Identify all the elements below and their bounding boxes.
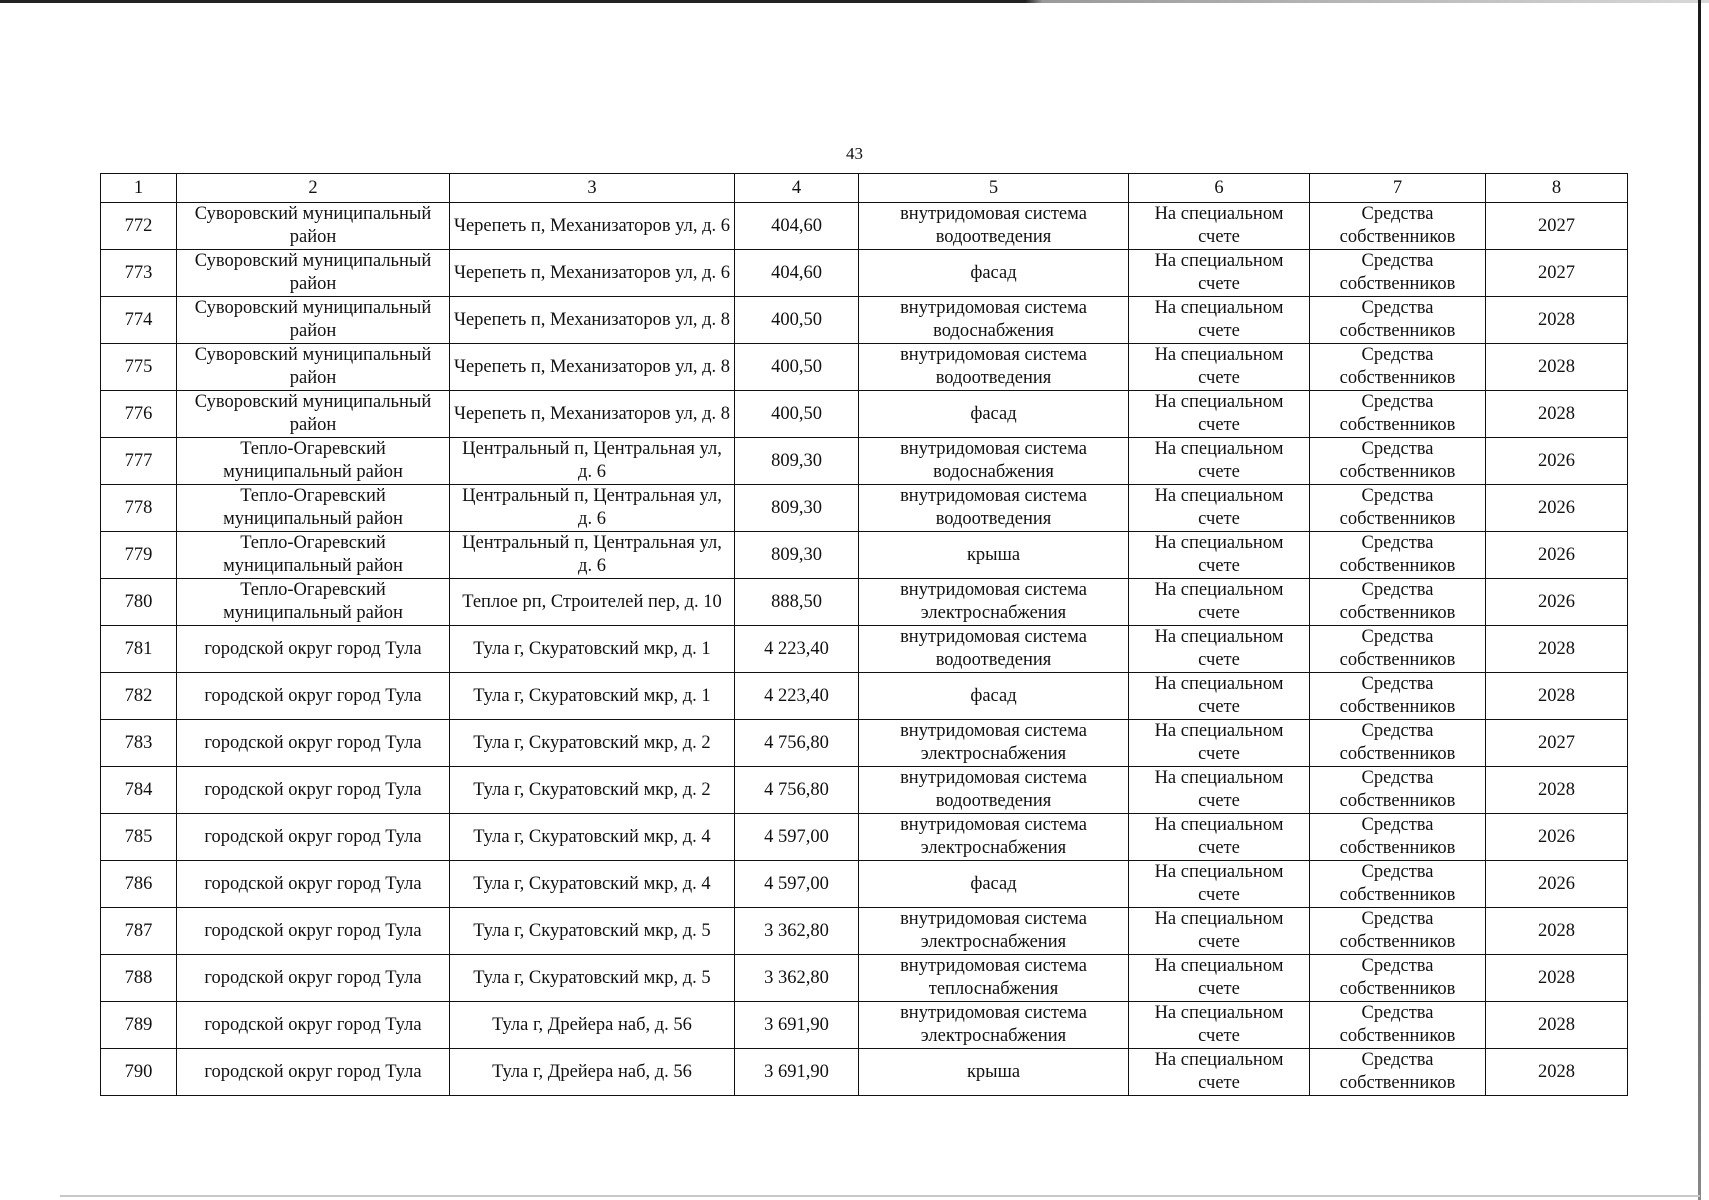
- cell-fund-method: На специальном счете: [1129, 438, 1310, 485]
- cell-area: 4 756,80: [735, 720, 859, 767]
- cell-work-type: фасад: [859, 391, 1129, 438]
- cell-work-type: фасад: [859, 673, 1129, 720]
- header-cell: 6: [1129, 174, 1310, 203]
- cell-work-type: внутридомовая система водоотведения: [859, 767, 1129, 814]
- header-cell: 4: [735, 174, 859, 203]
- cell-fund-method: На специальном счете: [1129, 1002, 1310, 1049]
- cell-funding-source: Средства собственников: [1310, 203, 1486, 250]
- cell-funding-source: Средства собственников: [1310, 579, 1486, 626]
- repair-schedule-table: [100, 173, 1628, 1096]
- cell-area: 3 691,90: [735, 1049, 859, 1096]
- cell-address: Центральный п, Центральная ул, д. 6: [450, 485, 735, 532]
- cell-row-number: 782: [101, 673, 177, 720]
- cell-row-number: 779: [101, 532, 177, 579]
- cell-area: 4 597,00: [735, 814, 859, 861]
- cell-address: Тула г, Скуратовский мкр, д. 1: [450, 626, 735, 673]
- cell-row-number: 780: [101, 579, 177, 626]
- header-cell: 5: [859, 174, 1129, 203]
- cell-address: Черепеть п, Механизаторов ул, д. 6: [450, 203, 735, 250]
- cell-address: Тула г, Дрейера наб, д. 56: [450, 1049, 735, 1096]
- table-row: [101, 532, 1628, 579]
- cell-municipality: городской округ город Тула: [177, 1049, 450, 1096]
- cell-address: Тула г, Скуратовский мкр, д. 5: [450, 908, 735, 955]
- cell-work-type: внутридомовая система водоотведения: [859, 344, 1129, 391]
- cell-municipality: городской округ город Тула: [177, 626, 450, 673]
- cell-row-number: 785: [101, 814, 177, 861]
- cell-work-type: фасад: [859, 250, 1129, 297]
- cell-address: Тула г, Скуратовский мкр, д. 4: [450, 861, 735, 908]
- cell-row-number: 774: [101, 297, 177, 344]
- cell-address: Тула г, Дрейера наб, д. 56: [450, 1002, 735, 1049]
- header-cell: 2: [177, 174, 450, 203]
- cell-address: Тула г, Скуратовский мкр, д. 2: [450, 767, 735, 814]
- cell-funding-source: Средства собственников: [1310, 344, 1486, 391]
- cell-area: 400,50: [735, 297, 859, 344]
- cell-municipality: городской округ город Тула: [177, 814, 450, 861]
- cell-year: 2027: [1486, 203, 1628, 250]
- cell-area: 888,50: [735, 579, 859, 626]
- cell-municipality: городской округ город Тула: [177, 861, 450, 908]
- cell-area: 4 597,00: [735, 861, 859, 908]
- cell-area: 4 223,40: [735, 626, 859, 673]
- cell-municipality: Тепло-Огаревский муниципальный район: [177, 579, 450, 626]
- cell-work-type: внутридомовая система электроснабжения: [859, 908, 1129, 955]
- table-row: [101, 908, 1628, 955]
- cell-address: Тула г, Скуратовский мкр, д. 5: [450, 955, 735, 1002]
- table-row: [101, 579, 1628, 626]
- cell-area: 3 691,90: [735, 1002, 859, 1049]
- header-cell: 7: [1310, 174, 1486, 203]
- cell-area: 809,30: [735, 438, 859, 485]
- cell-fund-method: На специальном счете: [1129, 720, 1310, 767]
- cell-fund-method: На специальном счете: [1129, 532, 1310, 579]
- cell-municipality: городской округ город Тула: [177, 767, 450, 814]
- cell-municipality: Тепло-Огаревский муниципальный район: [177, 438, 450, 485]
- cell-area: 4 756,80: [735, 767, 859, 814]
- cell-funding-source: Средства собственников: [1310, 438, 1486, 485]
- cell-address: Тула г, Скуратовский мкр, д. 4: [450, 814, 735, 861]
- table-row: [101, 767, 1628, 814]
- cell-fund-method: На специальном счете: [1129, 203, 1310, 250]
- cell-fund-method: На специальном счете: [1129, 767, 1310, 814]
- cell-year: 2026: [1486, 438, 1628, 485]
- cell-work-type: внутридомовая система электроснабжения: [859, 579, 1129, 626]
- cell-address: Черепеть п, Механизаторов ул, д. 8: [450, 344, 735, 391]
- cell-municipality: городской округ город Тула: [177, 908, 450, 955]
- cell-year: 2028: [1486, 391, 1628, 438]
- cell-row-number: 777: [101, 438, 177, 485]
- cell-funding-source: Средства собственников: [1310, 673, 1486, 720]
- cell-funding-source: Средства собственников: [1310, 532, 1486, 579]
- cell-row-number: 788: [101, 955, 177, 1002]
- cell-year: 2027: [1486, 250, 1628, 297]
- cell-work-type: внутридомовая система электроснабжения: [859, 814, 1129, 861]
- cell-address: Теплое рп, Строителей пер, д. 10: [450, 579, 735, 626]
- cell-year: 2028: [1486, 955, 1628, 1002]
- cell-work-type: внутридомовая система водоснабжения: [859, 297, 1129, 344]
- cell-area: 400,50: [735, 391, 859, 438]
- cell-area: 3 362,80: [735, 955, 859, 1002]
- scan-edge-bottom: [60, 1195, 1700, 1197]
- cell-row-number: 787: [101, 908, 177, 955]
- cell-municipality: городской округ город Тула: [177, 673, 450, 720]
- cell-funding-source: Средства собственников: [1310, 250, 1486, 297]
- cell-address: Черепеть п, Механизаторов ул, д. 8: [450, 297, 735, 344]
- table-row: [101, 250, 1628, 297]
- cell-work-type: внутридомовая система водоотведения: [859, 203, 1129, 250]
- cell-municipality: городской округ город Тула: [177, 720, 450, 767]
- cell-address: Тула г, Скуратовский мкр, д. 2: [450, 720, 735, 767]
- cell-funding-source: Средства собственников: [1310, 720, 1486, 767]
- cell-municipality: Суворовский муниципальный район: [177, 344, 450, 391]
- cell-municipality: Тепло-Огаревский муниципальный район: [177, 485, 450, 532]
- cell-funding-source: Средства собственников: [1310, 1049, 1486, 1096]
- cell-row-number: 781: [101, 626, 177, 673]
- cell-row-number: 783: [101, 720, 177, 767]
- cell-funding-source: Средства собственников: [1310, 1002, 1486, 1049]
- table-row: [101, 485, 1628, 532]
- cell-fund-method: На специальном счете: [1129, 391, 1310, 438]
- cell-area: 400,50: [735, 344, 859, 391]
- cell-year: 2028: [1486, 626, 1628, 673]
- cell-municipality: Суворовский муниципальный район: [177, 250, 450, 297]
- cell-row-number: 778: [101, 485, 177, 532]
- cell-fund-method: На специальном счете: [1129, 344, 1310, 391]
- table-row: [101, 673, 1628, 720]
- cell-fund-method: На специальном счете: [1129, 250, 1310, 297]
- table-row: [101, 955, 1628, 1002]
- cell-area: 809,30: [735, 532, 859, 579]
- cell-funding-source: Средства собственников: [1310, 485, 1486, 532]
- table-row: [101, 344, 1628, 391]
- cell-funding-source: Средства собственников: [1310, 626, 1486, 673]
- cell-area: 404,60: [735, 203, 859, 250]
- cell-year: 2026: [1486, 861, 1628, 908]
- cell-funding-source: Средства собственников: [1310, 297, 1486, 344]
- page-number: 43: [846, 144, 863, 163]
- table-row: [101, 720, 1628, 767]
- cell-area: 404,60: [735, 250, 859, 297]
- cell-area: 4 223,40: [735, 673, 859, 720]
- cell-work-type: внутридомовая система электроснабжения: [859, 720, 1129, 767]
- cell-year: 2028: [1486, 673, 1628, 720]
- cell-row-number: 790: [101, 1049, 177, 1096]
- cell-municipality: городской округ город Тула: [177, 955, 450, 1002]
- cell-fund-method: На специальном счете: [1129, 297, 1310, 344]
- table-row: [101, 626, 1628, 673]
- table-row: [101, 438, 1628, 485]
- cell-municipality: Суворовский муниципальный район: [177, 203, 450, 250]
- cell-row-number: 773: [101, 250, 177, 297]
- header-cell: 3: [450, 174, 735, 203]
- table-row: [101, 391, 1628, 438]
- scan-edge-top: [0, 0, 1709, 3]
- cell-address: Тула г, Скуратовский мкр, д. 1: [450, 673, 735, 720]
- header-row: [101, 174, 1628, 203]
- cell-work-type: крыша: [859, 1049, 1129, 1096]
- table-row: [101, 814, 1628, 861]
- table-row: [101, 861, 1628, 908]
- cell-row-number: 786: [101, 861, 177, 908]
- cell-fund-method: На специальном счете: [1129, 579, 1310, 626]
- cell-fund-method: На специальном счете: [1129, 673, 1310, 720]
- cell-funding-source: Средства собственников: [1310, 908, 1486, 955]
- cell-funding-source: Средства собственников: [1310, 861, 1486, 908]
- cell-area: 3 362,80: [735, 908, 859, 955]
- cell-area: 809,30: [735, 485, 859, 532]
- header-cell: 8: [1486, 174, 1628, 203]
- cell-work-type: крыша: [859, 532, 1129, 579]
- cell-year: 2028: [1486, 767, 1628, 814]
- cell-year: 2026: [1486, 532, 1628, 579]
- table-body: [101, 174, 1628, 1096]
- cell-year: 2028: [1486, 297, 1628, 344]
- cell-row-number: 789: [101, 1002, 177, 1049]
- cell-row-number: 784: [101, 767, 177, 814]
- cell-municipality: Тепло-Огаревский муниципальный район: [177, 532, 450, 579]
- table-row: [101, 297, 1628, 344]
- cell-funding-source: Средства собственников: [1310, 767, 1486, 814]
- cell-work-type: внутридомовая система электроснабжения: [859, 1002, 1129, 1049]
- cell-municipality: Суворовский муниципальный район: [177, 297, 450, 344]
- cell-year: 2028: [1486, 1002, 1628, 1049]
- cell-fund-method: На специальном счете: [1129, 626, 1310, 673]
- cell-year: 2028: [1486, 908, 1628, 955]
- cell-year: 2026: [1486, 579, 1628, 626]
- table-row: [101, 1002, 1628, 1049]
- cell-row-number: 776: [101, 391, 177, 438]
- table-row: [101, 203, 1628, 250]
- header-cell: 1: [101, 174, 177, 203]
- cell-address: Центральный п, Центральная ул, д. 6: [450, 438, 735, 485]
- cell-row-number: 772: [101, 203, 177, 250]
- cell-funding-source: Средства собственников: [1310, 391, 1486, 438]
- cell-year: 2028: [1486, 1049, 1628, 1096]
- cell-municipality: Суворовский муниципальный район: [177, 391, 450, 438]
- cell-work-type: фасад: [859, 861, 1129, 908]
- cell-funding-source: Средства собственников: [1310, 814, 1486, 861]
- cell-work-type: внутридомовая система теплоснабжения: [859, 955, 1129, 1002]
- cell-work-type: внутридомовая система водоотведения: [859, 626, 1129, 673]
- cell-year: 2026: [1486, 814, 1628, 861]
- cell-municipality: городской округ город Тула: [177, 1002, 450, 1049]
- cell-year: 2027: [1486, 720, 1628, 767]
- cell-address: Черепеть п, Механизаторов ул, д. 6: [450, 250, 735, 297]
- cell-fund-method: На специальном счете: [1129, 955, 1310, 1002]
- table-row: [101, 1049, 1628, 1096]
- cell-address: Черепеть п, Механизаторов ул, д. 8: [450, 391, 735, 438]
- cell-fund-method: На специальном счете: [1129, 861, 1310, 908]
- cell-fund-method: На специальном счете: [1129, 814, 1310, 861]
- cell-year: 2026: [1486, 485, 1628, 532]
- cell-row-number: 775: [101, 344, 177, 391]
- cell-fund-method: На специальном счете: [1129, 485, 1310, 532]
- cell-work-type: внутридомовая система водоснабжения: [859, 438, 1129, 485]
- cell-year: 2028: [1486, 344, 1628, 391]
- cell-funding-source: Средства собственников: [1310, 955, 1486, 1002]
- cell-work-type: внутридомовая система водоотведения: [859, 485, 1129, 532]
- scan-edge-right: [1698, 0, 1701, 1200]
- cell-fund-method: На специальном счете: [1129, 908, 1310, 955]
- cell-fund-method: На специальном счете: [1129, 1049, 1310, 1096]
- cell-address: Центральный п, Центральная ул, д. 6: [450, 532, 735, 579]
